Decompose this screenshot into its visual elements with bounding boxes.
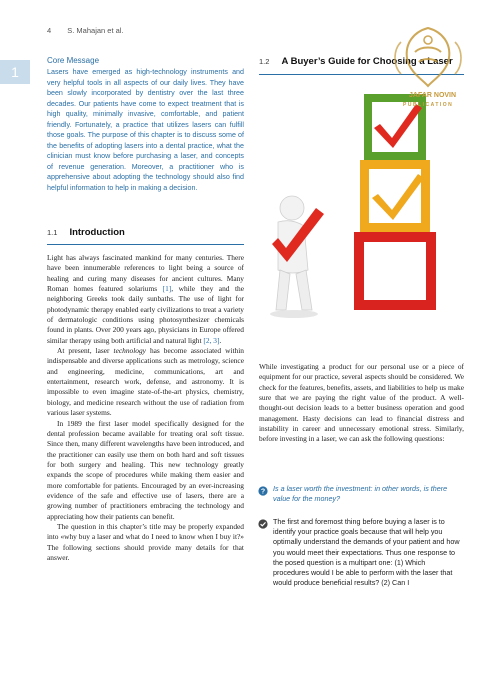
core-message-text: Lasers have emerged as high-technology instruments and very helpful tools in all aspects of our daily lives. They have been slowly incorporated by dentistry over the last three decades. Our patients have come to expect treatment that is high quality, minimally invasive, comfortable, and patient friendly. Fortunately, a practice that utilizes lasers can fulfill those goals. The purpose of this chapter is to discuss some of the benefits of adopting lasers into a dental practice, what the clinician must know before purchasing a laser, and concepts of revenue generation. Moreover, a practitioner who is apprehensive about adopting the technology should also find helpful information to help in making a decision. xyxy=(47,68,244,193)
answer-text: The first and foremost thing before buying a laser is to identify your practice goals because that will help you optimally understand the demands of your patient and how you would meet their expectations. Thus one response to the posed question is a multipart one: (1) Which procedures would I be able to perform with the laser that would produce beneficial results? (2) Can I xyxy=(273,517,460,588)
watermark-emblem xyxy=(383,22,473,92)
paragraph: In 1989 the first laser model specifically designed for the dental profession became available for treating oral soft tissue. Since then, many different wavelengths have been introduced, and the practitioner can easily use them on both hard and soft tissues for both surgery and healing. This new technology greatly expands the scope of procedures while making them easier and more comfortable for patients. Encouraged by an ever-increasing evidence of the safe and effective use of lasers, there are a growing number of practitioners embracing the technology and appreciating how their patients can benefit. xyxy=(47,418,244,521)
buyers-guide-body xyxy=(259,362,464,445)
orange-checkbox xyxy=(360,160,430,232)
section-number: 1.1 xyxy=(47,228,58,237)
paragraph: The question in this chapter’s title may be properly expanded into «why buy a laser and what do I need to know when I buy it?» The following sections should provide many details for that answer. xyxy=(47,521,244,562)
red-checkbox xyxy=(354,232,436,310)
running-head-authors: S. Mahajan et al. xyxy=(67,26,124,35)
introduction-body xyxy=(47,253,244,563)
answer-item xyxy=(258,517,463,588)
watermark-line1: JAFAR NOVIN xyxy=(409,92,457,99)
citation-link[interactable]: [2, 3] xyxy=(203,335,220,345)
paragraph: At present, laser technology has become associated within indispensable and diverse applications such as metrology, science and engineering, medicine, communications, art and entertainment, research work, defense, and astronomy. It is impossible to even imagine state-of-the-art physics, chemistry, biology, and medicine research without the use of radiation from various laser systems. xyxy=(47,346,245,418)
question-circle-icon xyxy=(258,486,268,496)
svg-text:?: ? xyxy=(260,488,266,496)
figure-holding-checkmark xyxy=(270,196,324,318)
core-message-box xyxy=(47,56,244,194)
publisher-watermark-logo xyxy=(383,22,473,130)
section-rule xyxy=(47,244,244,245)
question-text: Is a laser worth the investment: in other words, is there value for the money? xyxy=(273,484,448,504)
citation-link[interactable]: [1] xyxy=(162,284,172,294)
section-number: 1.2 xyxy=(259,57,270,66)
chapter-tab: 1 xyxy=(0,60,30,84)
section-title: Introduction xyxy=(69,227,125,238)
watermark-line2: PUBLICATION xyxy=(403,102,454,108)
section-title: A Buyer’s Guide for Choosing a Laser xyxy=(281,56,453,67)
core-message-title: Core Message xyxy=(47,56,100,65)
paragraph: Light has always fascinated mankind for many centuries. There have been innumerable references to light being a source of healing and curing many diseases for ancient cultures. Many Roman homes featured solariums [1], while they and the neighboring Greeks took daily sunbaths. The use of light for photodynamic therapy enabled early civilizations to treat a variety of dermatologic conditions using photosynthesizer chemicals found in plants. Over 200 years ago, physicians in Europe offered similar therapy using both artificial and natural light [2, 3]. xyxy=(47,253,244,345)
section-heading-introduction xyxy=(47,227,125,238)
paragraph: While investigating a product for our personal use or a piece of equipment for our practice, several aspects should be considered. We check for the features, benefits, assets, and liabilities to help us make sure that we are paying the right value of the product. A well-thought-out decision leads to a better business operation and good management. Hasty decisions can lead to financial distress and instability in career and unnecessary emotional stress. Similarly, before investing in a laser, we can ask the following questions: xyxy=(259,362,464,444)
page-number: 4 xyxy=(47,26,52,35)
question-item xyxy=(258,484,463,504)
running-head xyxy=(47,26,124,35)
check-circle-icon xyxy=(258,519,268,529)
